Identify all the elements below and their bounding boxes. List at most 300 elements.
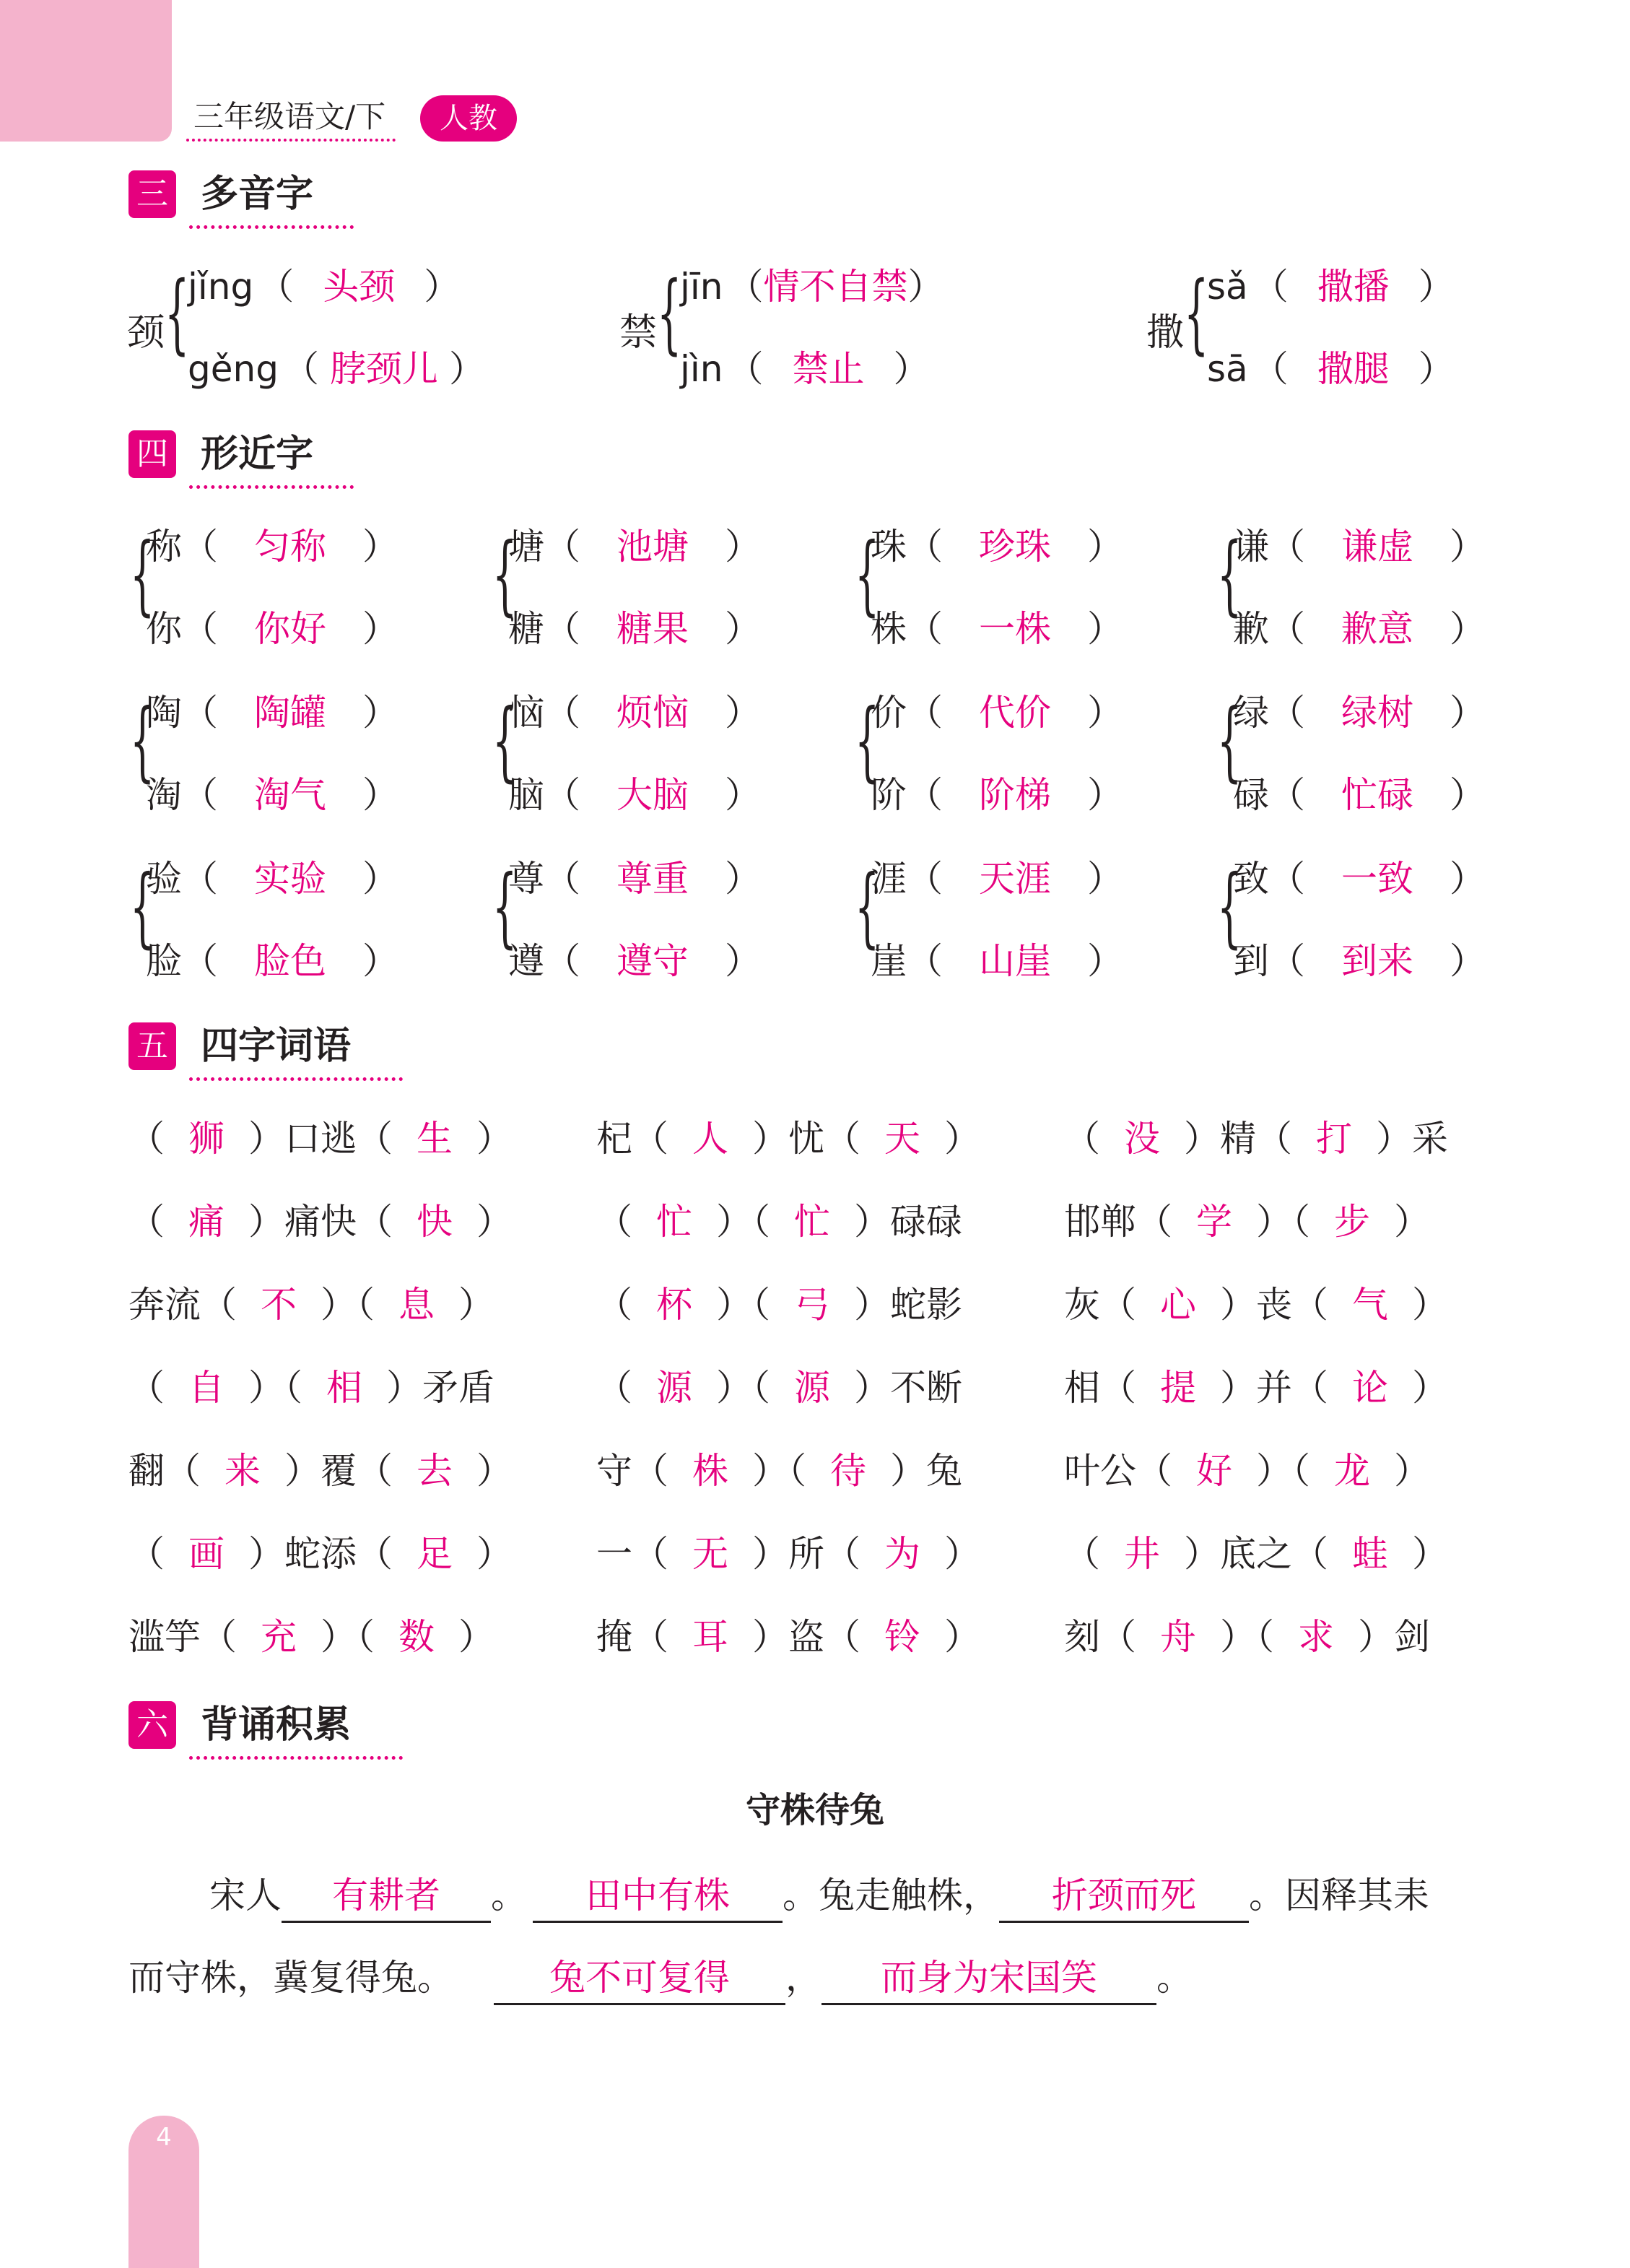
idiom-item: [128, 1113, 562, 1164]
similar-answer: 珍珠: [979, 526, 1051, 568]
idiom-answer: 忙: [656, 1201, 692, 1243]
polyphone-reading-row: [188, 261, 460, 312]
paren: ）: [1087, 526, 1123, 568]
idiom-answer: 生: [417, 1118, 453, 1160]
grade-label: 三年级语文/下: [193, 99, 386, 134]
idiom-answer: 人: [692, 1118, 728, 1160]
polyphone-answer: 禁止: [792, 348, 865, 390]
idiom-text: ）: [476, 1118, 513, 1160]
polyphone-answer: 情不自禁: [763, 266, 908, 308]
similar-answer: 天涯: [979, 858, 1051, 900]
idiom-text: ）: [458, 1616, 494, 1658]
similar-answer: 池塘: [616, 526, 689, 568]
similar-answer: 山崖: [979, 940, 1051, 982]
paren: （: [182, 774, 218, 816]
idiom-text: 掩（: [596, 1616, 668, 1658]
idiom-answer: 论: [1352, 1367, 1388, 1409]
idiom-text: ）: [1394, 1450, 1430, 1492]
similar-answer: 谦虚: [1341, 526, 1413, 568]
edition-badge: 人教: [420, 95, 517, 142]
idiom-item: [596, 1612, 1029, 1662]
paren: （: [727, 266, 764, 308]
paren: ）: [1087, 858, 1123, 900]
polyphone-answer: 撒腿: [1317, 348, 1390, 390]
similar-answer: 绿树: [1341, 692, 1413, 734]
idiom-text: （: [128, 1367, 165, 1409]
idiom-answer: 求: [1298, 1616, 1334, 1658]
similar-answer: 一株: [979, 608, 1051, 650]
paren: ）: [1450, 940, 1486, 982]
section-6-underline: [189, 1756, 403, 1760]
idiom-text: ）精（: [1184, 1118, 1292, 1160]
similar-char: 淘: [146, 774, 182, 816]
idiom-item: [128, 1612, 562, 1662]
idiom-answer: 足: [417, 1533, 453, 1575]
polyphone-reading-row: [1207, 261, 1455, 312]
similar-char-row: [1233, 853, 1486, 904]
similar-char: 致: [1233, 858, 1269, 900]
brace-icon: {: [130, 525, 155, 625]
idiom-text: ）剑: [1358, 1616, 1430, 1658]
paren: ）: [362, 774, 398, 816]
recite-punct: ，: [785, 1957, 821, 1999]
idiom-text: ）: [1394, 1201, 1430, 1243]
similar-answer: 遵守: [616, 940, 689, 982]
pinyin: sǎ: [1207, 266, 1248, 308]
idiom-item: [1064, 1196, 1497, 1247]
idiom-item: [596, 1363, 1029, 1413]
section-3-underline: [189, 225, 354, 229]
brace-icon: {: [855, 691, 880, 791]
paren: ）: [907, 266, 944, 308]
idiom-text: ）所（: [752, 1533, 860, 1575]
idiom-text: ）: [944, 1533, 980, 1575]
page-number: 4: [156, 2123, 172, 2152]
paren: （: [1269, 692, 1305, 734]
paren: （: [258, 266, 295, 308]
similar-char: 价: [871, 692, 907, 734]
idiom-text: ）并（: [1220, 1367, 1328, 1409]
brace-icon: {: [657, 264, 682, 364]
similar-char: 你: [146, 608, 182, 650]
idiom-answer: 提: [1160, 1367, 1196, 1409]
polyphone-reading-row: [188, 344, 485, 394]
idiom-item: [596, 1279, 1029, 1330]
similar-char-row: [871, 853, 1123, 904]
paren: ）: [725, 774, 761, 816]
paren: ）: [424, 266, 461, 308]
idiom-item: [1064, 1612, 1497, 1662]
idiom-text: ）: [1412, 1533, 1448, 1575]
paren: ）: [1418, 266, 1455, 308]
similar-answer: 到来: [1341, 940, 1413, 982]
similar-char: 绿: [1233, 692, 1269, 734]
similar-answer: 忙碌: [1341, 774, 1413, 816]
idiom-answer: 充: [261, 1616, 297, 1658]
similar-char-row: [871, 687, 1123, 738]
similar-char: 遵: [508, 940, 544, 982]
polyphone-reading-row: [1207, 344, 1455, 394]
idiom-answer: 痛: [188, 1201, 225, 1243]
idiom-item: [128, 1196, 562, 1247]
paren: （: [182, 858, 218, 900]
idiom-answer: 铃: [884, 1616, 920, 1658]
paren: （: [1269, 940, 1305, 982]
idiom-text: ）: [476, 1533, 513, 1575]
idiom-answer: 无: [692, 1533, 728, 1575]
idiom-text: ）碌碌: [854, 1201, 962, 1243]
similar-char: 塘: [508, 526, 544, 568]
paren: ）: [362, 526, 398, 568]
idiom-answer: 耳: [692, 1616, 728, 1658]
section-3-title: 多音字: [201, 173, 314, 216]
similar-char: 验: [146, 858, 182, 900]
idiom-text: ）（: [1256, 1450, 1310, 1492]
similar-answer: 实验: [254, 858, 326, 900]
similar-char-row: [871, 936, 1123, 986]
idiom-item: [596, 1529, 1029, 1579]
similar-char: 陶: [146, 692, 182, 734]
similar-char-row: [508, 770, 761, 820]
pinyin: jǐng: [188, 266, 254, 308]
paren: （: [182, 940, 218, 982]
paren: ）: [725, 940, 761, 982]
idiom-text: ）（: [716, 1201, 770, 1243]
polyphone-answer: 撒播: [1317, 266, 1390, 308]
idiom-text: （: [128, 1118, 165, 1160]
similar-answer: 糖果: [616, 608, 689, 650]
similar-answer: 尊重: [616, 858, 689, 900]
idiom-text: ）矛盾: [386, 1367, 494, 1409]
idiom-item: [1064, 1446, 1497, 1496]
paren: （: [282, 348, 319, 390]
idiom-answer: 气: [1352, 1284, 1388, 1326]
idiom-item: [1064, 1529, 1497, 1579]
corner-tab: [0, 0, 172, 142]
similar-char: 崖: [871, 940, 907, 982]
idiom-item: [596, 1196, 1029, 1247]
paren: （: [907, 692, 943, 734]
idiom-answer: 弓: [794, 1284, 830, 1326]
paren: （: [544, 858, 580, 900]
paren: ）: [1450, 858, 1486, 900]
idiom-answer: 没: [1124, 1118, 1160, 1160]
paren: ）: [362, 940, 398, 982]
paren: ）: [1450, 608, 1486, 650]
idiom-answer: 杯: [656, 1284, 692, 1326]
similar-char-row: [871, 521, 1123, 572]
pinyin: gěng: [188, 348, 279, 390]
paren: ）: [725, 692, 761, 734]
idiom-text: （: [596, 1367, 632, 1409]
idiom-answer: 狮: [188, 1118, 225, 1160]
idiom-answer: 去: [417, 1450, 453, 1492]
idiom-text: 翻（: [128, 1450, 201, 1492]
paren: （: [907, 608, 943, 650]
similar-char: 歉: [1233, 608, 1269, 650]
similar-char-row: [871, 770, 1123, 820]
idiom-answer: 步: [1334, 1201, 1370, 1243]
similar-answer: 阶梯: [979, 774, 1051, 816]
brace-icon: {: [855, 857, 880, 957]
idiom-answer: 学: [1196, 1201, 1232, 1243]
similar-char-row: [1233, 770, 1486, 820]
similar-answer: 歉意: [1341, 608, 1413, 650]
similar-char-row: [146, 936, 398, 986]
idiom-text: ）采: [1376, 1118, 1448, 1160]
brace-icon: {: [1217, 691, 1242, 791]
idiom-text: 灰（: [1064, 1284, 1136, 1326]
idiom-answer: 打: [1316, 1118, 1352, 1160]
idiom-text: ）（: [1256, 1201, 1310, 1243]
similar-answer: 匀称: [254, 526, 326, 568]
idiom-text: 守（: [596, 1450, 668, 1492]
idiom-answer: 画: [188, 1533, 225, 1575]
idiom-text: ）（: [752, 1450, 806, 1492]
brace-icon: {: [1217, 525, 1242, 625]
paren: （: [907, 526, 943, 568]
paren: ）: [362, 608, 398, 650]
idiom-answer: 来: [225, 1450, 261, 1492]
idiom-answer: 自: [188, 1367, 225, 1409]
idiom-text: （: [1064, 1118, 1100, 1160]
recite-blank-3: 折颈而死: [999, 1870, 1249, 1923]
idiom-text: ）底之（: [1184, 1533, 1328, 1575]
similar-char-row: [508, 936, 761, 986]
idiom-answer: 数: [398, 1616, 435, 1658]
brace-icon: {: [1184, 264, 1209, 364]
polyphone-answer: 头颈: [323, 266, 396, 308]
idiom-answer: 为: [884, 1533, 920, 1575]
idiom-item: [596, 1113, 1029, 1164]
idiom-item: [128, 1363, 562, 1413]
idiom-text: ）覆（: [284, 1450, 393, 1492]
idiom-text: 滥竽（: [128, 1616, 237, 1658]
paren: ）: [1087, 774, 1123, 816]
idiom-text: ）: [458, 1284, 494, 1326]
idiom-text: ）兔: [890, 1450, 962, 1492]
section-5-title: 四字词语: [201, 1025, 352, 1068]
idiom-text: （: [128, 1533, 165, 1575]
idiom-item: [128, 1446, 562, 1496]
brace-icon: {: [492, 857, 518, 957]
idiom-answer: 天: [884, 1118, 920, 1160]
idiom-text: ）: [476, 1201, 513, 1243]
idiom-text: ）盗（: [752, 1616, 860, 1658]
section-4-number: 四: [128, 430, 176, 478]
recite-title: 守株待兔: [745, 1790, 884, 1830]
idiom-answer: 井: [1124, 1533, 1160, 1575]
similar-char: 脑: [508, 774, 544, 816]
idiom-answer: 息: [398, 1284, 435, 1326]
similar-answer: 大脑: [616, 774, 689, 816]
section-6-number: 六: [128, 1701, 176, 1749]
recite-line-1: [209, 1870, 1429, 1923]
recite-blank-4: 兔不可复得: [494, 1952, 785, 2005]
idiom-answer: 忙: [794, 1201, 830, 1243]
pinyin: sā: [1207, 348, 1248, 390]
polyphone-char: 禁: [619, 311, 658, 355]
paren: （: [1269, 858, 1305, 900]
idiom-text: （: [596, 1284, 632, 1326]
similar-char: 恼: [508, 692, 544, 734]
idiom-text: ）蛇影: [854, 1284, 962, 1326]
similar-char: 脸: [146, 940, 182, 982]
idiom-text: 奔流（: [128, 1284, 237, 1326]
similar-char-row: [146, 604, 398, 654]
similar-char-row: [1233, 687, 1486, 738]
similar-char: 阶: [871, 774, 907, 816]
similar-char-row: [1233, 521, 1486, 572]
paren: （: [1269, 526, 1305, 568]
brace-icon: {: [130, 691, 155, 791]
paren: ）: [725, 526, 761, 568]
similar-char: 尊: [508, 858, 544, 900]
idiom-text: （: [596, 1201, 632, 1243]
idiom-text: ）不断: [854, 1367, 962, 1409]
idiom-text: ）（: [1220, 1616, 1274, 1658]
idiom-answer: 好: [1196, 1450, 1232, 1492]
idiom-text: ）（: [321, 1284, 375, 1326]
similar-char-row: [508, 687, 761, 738]
similar-char: 到: [1233, 940, 1269, 982]
paren: （: [544, 692, 580, 734]
paren: ）: [1418, 348, 1455, 390]
idiom-item: [1064, 1279, 1497, 1330]
paren: ）: [725, 858, 761, 900]
idiom-answer: 源: [656, 1367, 692, 1409]
paren: ）: [725, 608, 761, 650]
pinyin: jìn: [680, 348, 723, 390]
polyphone-char: 颈: [127, 311, 165, 355]
brace-icon: {: [1217, 857, 1242, 957]
recite-punct: 。: [491, 1874, 527, 1916]
paren: （: [907, 858, 943, 900]
similar-answer: 烦恼: [616, 692, 689, 734]
idiom-text: ）: [476, 1450, 513, 1492]
paren: （: [544, 526, 580, 568]
idiom-text: 杞（: [596, 1118, 668, 1160]
section-3-number: 三: [128, 170, 176, 218]
recite-text: 。因释其耒: [1249, 1874, 1429, 1916]
idiom-answer: 不: [261, 1284, 297, 1326]
paren: ）: [362, 858, 398, 900]
similar-char: 珠: [871, 526, 907, 568]
recite-punct: 。: [1156, 1957, 1193, 1999]
brace-icon: {: [492, 691, 518, 791]
polyphone-reading-row: [680, 344, 929, 394]
paren: ）: [1087, 608, 1123, 650]
idiom-answer: 株: [692, 1450, 728, 1492]
paren: ）: [1450, 692, 1486, 734]
idiom-text: ）蛇添（: [248, 1533, 393, 1575]
similar-answer: 你好: [254, 608, 326, 650]
similar-char: 糖: [508, 608, 544, 650]
paren: （: [544, 940, 580, 982]
idiom-item: [128, 1529, 562, 1579]
paren: ）: [362, 692, 398, 734]
idiom-text: ）（: [321, 1616, 375, 1658]
idiom-text: ）（: [716, 1284, 770, 1326]
similar-char-row: [508, 604, 761, 654]
brace-icon: {: [130, 857, 155, 957]
similar-char-row: [146, 770, 398, 820]
similar-char-row: [508, 853, 761, 904]
similar-char: 株: [871, 608, 907, 650]
brace-icon: {: [855, 525, 880, 625]
recite-text: 。兔走触株，: [783, 1874, 999, 1916]
paren: （: [1252, 266, 1289, 308]
idiom-text: ）痛快（: [248, 1201, 393, 1243]
header-dotted-line: [186, 139, 396, 142]
polyphone-char: 撒: [1146, 311, 1185, 355]
recite-blank-1: 有耕者: [282, 1870, 491, 1923]
paren: （: [1269, 608, 1305, 650]
idiom-answer: 相: [326, 1367, 362, 1409]
similar-char-row: [871, 604, 1123, 654]
idiom-text: （: [1064, 1533, 1100, 1575]
idiom-text: ）（: [716, 1367, 770, 1409]
similar-char-row: [146, 687, 398, 738]
idiom-answer: 舟: [1160, 1616, 1196, 1658]
polyphone-answer: 脖颈儿: [329, 348, 438, 390]
similar-char: 谦: [1233, 526, 1269, 568]
idiom-text: 邯郸（: [1064, 1201, 1172, 1243]
paren: （: [907, 774, 943, 816]
similar-char: 涯: [871, 858, 907, 900]
paren: （: [544, 608, 580, 650]
paren: ）: [1087, 692, 1123, 734]
recite-blank-2: 田中有株: [533, 1870, 783, 1923]
idiom-text: ）: [1412, 1284, 1448, 1326]
paren: ）: [1087, 940, 1123, 982]
section-5-underline: [189, 1077, 403, 1081]
paren: ）: [1450, 526, 1486, 568]
similar-answer: 淘气: [254, 774, 326, 816]
idiom-text: 相（: [1064, 1367, 1136, 1409]
brace-icon: {: [492, 525, 518, 625]
paren: ）: [893, 348, 930, 390]
similar-char-row: [146, 853, 398, 904]
recite-blank-5: 而身为宋国笑: [821, 1952, 1156, 2005]
similar-answer: 一致: [1341, 858, 1413, 900]
paren: （: [727, 348, 764, 390]
section-5-number: 五: [128, 1022, 176, 1070]
idiom-text: ）丧（: [1220, 1284, 1328, 1326]
idiom-answer: 龙: [1334, 1450, 1370, 1492]
similar-char-row: [146, 521, 398, 572]
paren: （: [1269, 774, 1305, 816]
polyphone-reading-row: [680, 261, 943, 312]
similar-char: 碌: [1233, 774, 1269, 816]
idiom-text: ）口逃（: [248, 1118, 393, 1160]
idiom-text: 一（: [596, 1533, 668, 1575]
similar-char: 称: [146, 526, 182, 568]
brace-icon: {: [165, 264, 190, 364]
similar-answer: 陶罐: [254, 692, 326, 734]
similar-answer: 代价: [979, 692, 1051, 734]
idiom-text: ）忧（: [752, 1118, 860, 1160]
paren: （: [1252, 348, 1289, 390]
idiom-text: ）: [1412, 1367, 1448, 1409]
similar-char-row: [1233, 936, 1486, 986]
paren: （: [182, 526, 218, 568]
paren: ）: [1450, 774, 1486, 816]
idiom-item: [596, 1446, 1029, 1496]
idiom-answer: 蛙: [1352, 1533, 1388, 1575]
similar-char-row: [1233, 604, 1486, 654]
section-4-title: 形近字: [201, 433, 314, 476]
